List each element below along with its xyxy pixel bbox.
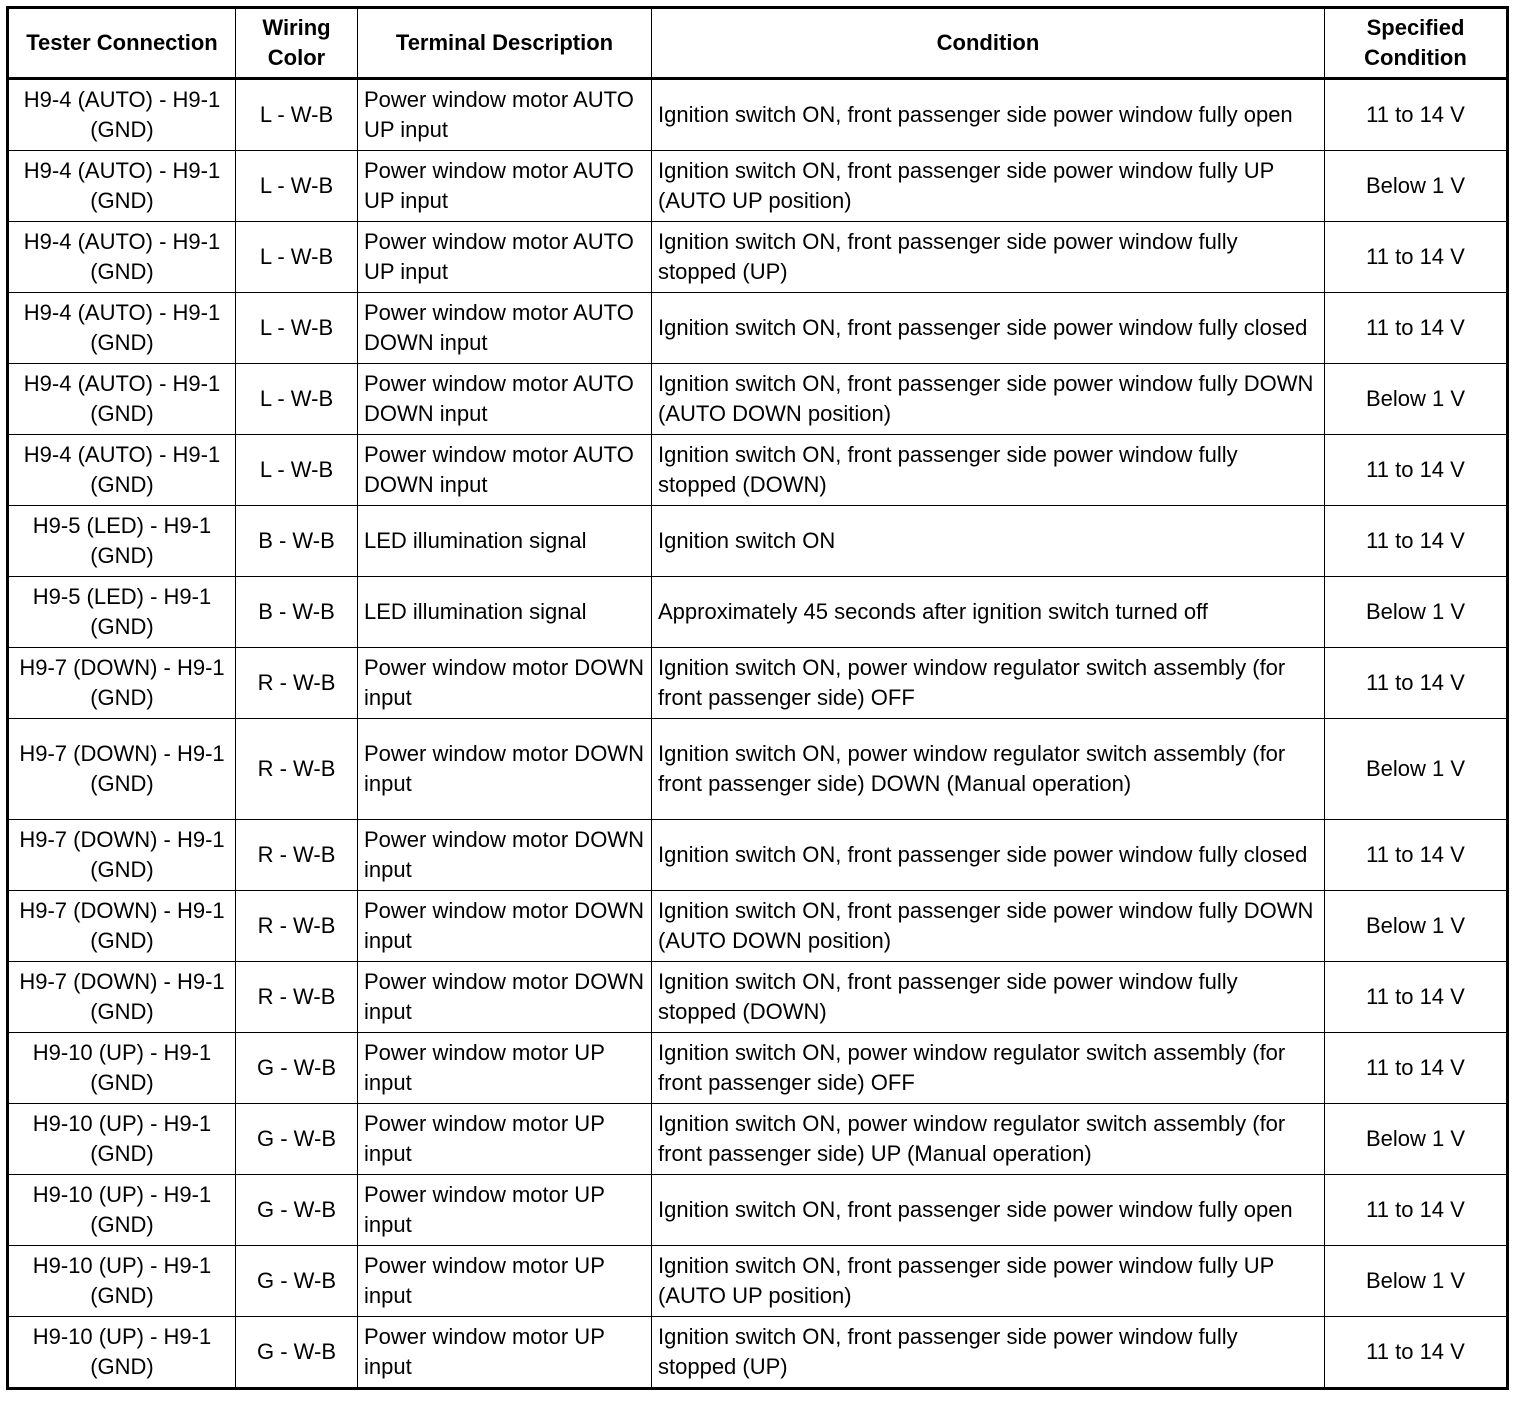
cell-terminal-description: Power window motor DOWN input bbox=[358, 820, 652, 891]
cell-condition: Approximately 45 seconds after ignition switch turned off bbox=[652, 577, 1325, 648]
header-condition: Condition bbox=[652, 8, 1325, 79]
cell-terminal-description: LED illumination signal bbox=[358, 506, 652, 577]
cell-tester-connection: H9-10 (UP) - H9-1 (GND) bbox=[8, 1246, 236, 1317]
cell-terminal-description: Power window motor UP input bbox=[358, 1246, 652, 1317]
cell-tester-connection: H9-4 (AUTO) - H9-1 (GND) bbox=[8, 435, 236, 506]
cell-condition: Ignition switch ON, front passenger side power window fully open bbox=[652, 79, 1325, 151]
cell-terminal-description: Power window motor DOWN input bbox=[358, 719, 652, 820]
cell-condition: Ignition switch ON, front passenger side power window fully closed bbox=[652, 820, 1325, 891]
table-row bbox=[8, 577, 1508, 648]
cell-specified-condition: 11 to 14 V bbox=[1325, 648, 1508, 719]
header-specified-condition: Specified Condition bbox=[1325, 8, 1508, 79]
cell-tester-connection: H9-10 (UP) - H9-1 (GND) bbox=[8, 1317, 236, 1389]
header-tester-connection: Tester Connection bbox=[8, 8, 236, 79]
cell-tester-connection: H9-7 (DOWN) - H9-1 (GND) bbox=[8, 719, 236, 820]
cell-tester-connection: H9-7 (DOWN) - H9-1 (GND) bbox=[8, 962, 236, 1033]
terminal-inspection-table bbox=[6, 6, 1509, 1390]
table-row bbox=[8, 1317, 1508, 1389]
cell-specified-condition: 11 to 14 V bbox=[1325, 293, 1508, 364]
cell-condition: Ignition switch ON, front passenger side power window fully closed bbox=[652, 293, 1325, 364]
cell-tester-connection: H9-4 (AUTO) - H9-1 (GND) bbox=[8, 293, 236, 364]
cell-terminal-description: Power window motor DOWN input bbox=[358, 648, 652, 719]
cell-tester-connection: H9-10 (UP) - H9-1 (GND) bbox=[8, 1033, 236, 1104]
cell-condition: Ignition switch ON, front passenger side power window fully stopped (DOWN) bbox=[652, 435, 1325, 506]
cell-terminal-description: Power window motor AUTO UP input bbox=[358, 151, 652, 222]
cell-condition: Ignition switch ON, front passenger side power window fully open bbox=[652, 1175, 1325, 1246]
table-header bbox=[8, 8, 1508, 79]
table-row bbox=[8, 293, 1508, 364]
cell-wiring-color: B - W-B bbox=[236, 577, 358, 648]
cell-specified-condition: 11 to 14 V bbox=[1325, 1033, 1508, 1104]
cell-wiring-color: R - W-B bbox=[236, 719, 358, 820]
table-row bbox=[8, 151, 1508, 222]
table-body bbox=[8, 79, 1508, 1389]
cell-wiring-color: L - W-B bbox=[236, 222, 358, 293]
table-row bbox=[8, 820, 1508, 891]
cell-condition: Ignition switch ON, power window regulator switch assembly (for front passenger side) OFF bbox=[652, 1033, 1325, 1104]
cell-tester-connection: H9-5 (LED) - H9-1 (GND) bbox=[8, 506, 236, 577]
cell-terminal-description: Power window motor UP input bbox=[358, 1033, 652, 1104]
table-row bbox=[8, 719, 1508, 820]
cell-terminal-description: Power window motor UP input bbox=[358, 1175, 652, 1246]
cell-specified-condition: Below 1 V bbox=[1325, 1246, 1508, 1317]
cell-condition: Ignition switch ON, front passenger side power window fully stopped (DOWN) bbox=[652, 962, 1325, 1033]
cell-condition: Ignition switch ON, front passenger side power window fully UP (AUTO UP position) bbox=[652, 1246, 1325, 1317]
cell-condition: Ignition switch ON, power window regulator switch assembly (for front passenger side) UP (Manual operation) bbox=[652, 1104, 1325, 1175]
cell-tester-connection: H9-10 (UP) - H9-1 (GND) bbox=[8, 1175, 236, 1246]
cell-tester-connection: H9-4 (AUTO) - H9-1 (GND) bbox=[8, 364, 236, 435]
table-row bbox=[8, 506, 1508, 577]
cell-condition: Ignition switch ON, power window regulator switch assembly (for front passenger side) DOWN (Manual operation) bbox=[652, 719, 1325, 820]
table-row bbox=[8, 1175, 1508, 1246]
cell-specified-condition: 11 to 14 V bbox=[1325, 1317, 1508, 1389]
cell-tester-connection: H9-4 (AUTO) - H9-1 (GND) bbox=[8, 222, 236, 293]
cell-condition: Ignition switch ON, front passenger side power window fully stopped (UP) bbox=[652, 222, 1325, 293]
cell-terminal-description: Power window motor AUTO UP input bbox=[358, 222, 652, 293]
cell-wiring-color: L - W-B bbox=[236, 151, 358, 222]
cell-tester-connection: H9-10 (UP) - H9-1 (GND) bbox=[8, 1104, 236, 1175]
cell-tester-connection: H9-7 (DOWN) - H9-1 (GND) bbox=[8, 820, 236, 891]
cell-wiring-color: L - W-B bbox=[236, 364, 358, 435]
table-row bbox=[8, 891, 1508, 962]
cell-wiring-color: R - W-B bbox=[236, 891, 358, 962]
cell-terminal-description: Power window motor UP input bbox=[358, 1317, 652, 1389]
cell-condition: Ignition switch ON, front passenger side power window fully DOWN (AUTO DOWN position) bbox=[652, 364, 1325, 435]
cell-tester-connection: H9-4 (AUTO) - H9-1 (GND) bbox=[8, 79, 236, 151]
cell-condition: Ignition switch ON, front passenger side power window fully stopped (UP) bbox=[652, 1317, 1325, 1389]
cell-terminal-description: LED illumination signal bbox=[358, 577, 652, 648]
cell-terminal-description: Power window motor DOWN input bbox=[358, 962, 652, 1033]
cell-specified-condition: Below 1 V bbox=[1325, 151, 1508, 222]
cell-tester-connection: H9-5 (LED) - H9-1 (GND) bbox=[8, 577, 236, 648]
cell-condition: Ignition switch ON, front passenger side power window fully UP (AUTO UP position) bbox=[652, 151, 1325, 222]
cell-wiring-color: G - W-B bbox=[236, 1104, 358, 1175]
cell-terminal-description: Power window motor AUTO DOWN input bbox=[358, 293, 652, 364]
cell-specified-condition: 11 to 14 V bbox=[1325, 1175, 1508, 1246]
cell-condition: Ignition switch ON, power window regulator switch assembly (for front passenger side) OFF bbox=[652, 648, 1325, 719]
table-row bbox=[8, 1033, 1508, 1104]
cell-condition: Ignition switch ON, front passenger side power window fully DOWN (AUTO DOWN position) bbox=[652, 891, 1325, 962]
table-row bbox=[8, 364, 1508, 435]
cell-terminal-description: Power window motor AUTO UP input bbox=[358, 79, 652, 151]
cell-specified-condition: Below 1 V bbox=[1325, 1104, 1508, 1175]
cell-tester-connection: H9-7 (DOWN) - H9-1 (GND) bbox=[8, 648, 236, 719]
cell-specified-condition: 11 to 14 V bbox=[1325, 79, 1508, 151]
header-wiring-color: Wiring Color bbox=[236, 8, 358, 79]
cell-specified-condition: Below 1 V bbox=[1325, 891, 1508, 962]
cell-terminal-description: Power window motor UP input bbox=[358, 1104, 652, 1175]
table-row bbox=[8, 1246, 1508, 1317]
table-row bbox=[8, 79, 1508, 151]
cell-wiring-color: G - W-B bbox=[236, 1317, 358, 1389]
cell-wiring-color: R - W-B bbox=[236, 820, 358, 891]
table-row bbox=[8, 1104, 1508, 1175]
cell-specified-condition: Below 1 V bbox=[1325, 364, 1508, 435]
cell-tester-connection: H9-7 (DOWN) - H9-1 (GND) bbox=[8, 891, 236, 962]
table-row bbox=[8, 222, 1508, 293]
cell-wiring-color: G - W-B bbox=[236, 1246, 358, 1317]
cell-wiring-color: B - W-B bbox=[236, 506, 358, 577]
cell-wiring-color: G - W-B bbox=[236, 1175, 358, 1246]
table-row bbox=[8, 962, 1508, 1033]
table-row bbox=[8, 435, 1508, 506]
cell-specified-condition: Below 1 V bbox=[1325, 719, 1508, 820]
cell-wiring-color: L - W-B bbox=[236, 79, 358, 151]
cell-specified-condition: 11 to 14 V bbox=[1325, 962, 1508, 1033]
cell-specified-condition: 11 to 14 V bbox=[1325, 222, 1508, 293]
cell-wiring-color: R - W-B bbox=[236, 962, 358, 1033]
cell-terminal-description: Power window motor AUTO DOWN input bbox=[358, 364, 652, 435]
cell-specified-condition: 11 to 14 V bbox=[1325, 506, 1508, 577]
cell-terminal-description: Power window motor AUTO DOWN input bbox=[358, 435, 652, 506]
header-terminal-description: Terminal Description bbox=[358, 8, 652, 79]
cell-tester-connection: H9-4 (AUTO) - H9-1 (GND) bbox=[8, 151, 236, 222]
cell-wiring-color: R - W-B bbox=[236, 648, 358, 719]
table-row bbox=[8, 648, 1508, 719]
cell-specified-condition: 11 to 14 V bbox=[1325, 820, 1508, 891]
header-row bbox=[8, 8, 1508, 79]
cell-condition: Ignition switch ON bbox=[652, 506, 1325, 577]
cell-wiring-color: G - W-B bbox=[236, 1033, 358, 1104]
cell-wiring-color: L - W-B bbox=[236, 435, 358, 506]
cell-wiring-color: L - W-B bbox=[236, 293, 358, 364]
cell-terminal-description: Power window motor DOWN input bbox=[358, 891, 652, 962]
cell-specified-condition: Below 1 V bbox=[1325, 577, 1508, 648]
cell-specified-condition: 11 to 14 V bbox=[1325, 435, 1508, 506]
